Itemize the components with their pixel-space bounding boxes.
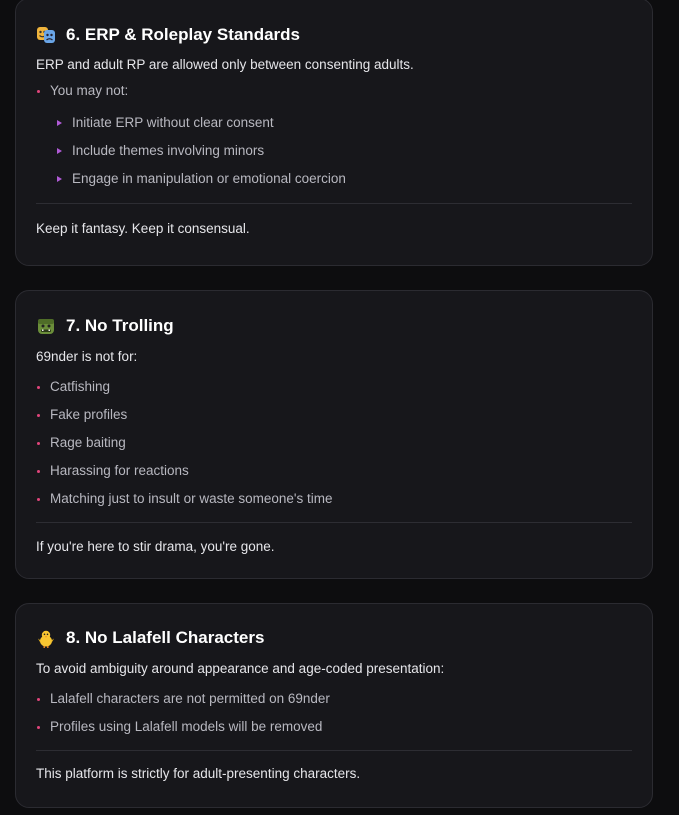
rule-list xyxy=(36,373,632,513)
rule-intro: ERP and adult RP are allowed only between consenting adults. xyxy=(36,57,414,72)
performing-arts-masks-icon xyxy=(36,25,56,45)
sub-list-item: Engage in manipulation or emotional coercion xyxy=(56,165,632,193)
rule-card-no-trolling xyxy=(15,290,653,579)
baby-chick-icon xyxy=(36,628,56,648)
list-item: Catfishing xyxy=(36,373,632,401)
troll-icon xyxy=(36,316,56,336)
list-item: Profiles using Lalafell models will be removed xyxy=(36,713,632,741)
sub-list-item: Initiate ERP without clear consent xyxy=(56,109,632,137)
rule-footer: This platform is strictly for adult-presenting characters. xyxy=(36,766,361,781)
rule-intro: 69nder is not for: xyxy=(36,349,138,364)
sub-list-item: Include themes involving minors xyxy=(56,137,632,165)
divider xyxy=(36,750,632,751)
rule-title-text: 6. ERP & Roleplay Standards xyxy=(66,25,300,44)
list-item: Matching just to insult or waste someone's time xyxy=(36,485,632,513)
rule-title xyxy=(36,624,632,652)
rule-card-no-lalafell xyxy=(15,603,653,808)
rule-intro: To avoid ambiguity around appearance and age-coded presentation: xyxy=(36,661,445,676)
rule-list xyxy=(36,685,632,741)
divider xyxy=(36,522,632,523)
list-item: Lalafell characters are not permitted on 69nder xyxy=(36,685,632,713)
rule-title xyxy=(36,312,632,340)
rule-list xyxy=(36,77,632,105)
list-item: Harassing for reactions xyxy=(36,457,632,485)
rule-footer: If you're here to stir drama, you're gone. xyxy=(36,539,275,554)
rule-card-erp xyxy=(15,0,653,266)
rule-footer: Keep it fantasy. Keep it consensual. xyxy=(36,221,250,236)
list-item: Fake profiles xyxy=(36,401,632,429)
rule-sublist xyxy=(36,109,632,193)
rule-title-text: 7. No Trolling xyxy=(66,316,174,335)
list-item: You may not: xyxy=(36,77,632,105)
divider xyxy=(36,203,632,204)
list-item: Rage baiting xyxy=(36,429,632,457)
rule-title-text: 8. No Lalafell Characters xyxy=(66,628,265,647)
rule-title xyxy=(36,21,632,49)
